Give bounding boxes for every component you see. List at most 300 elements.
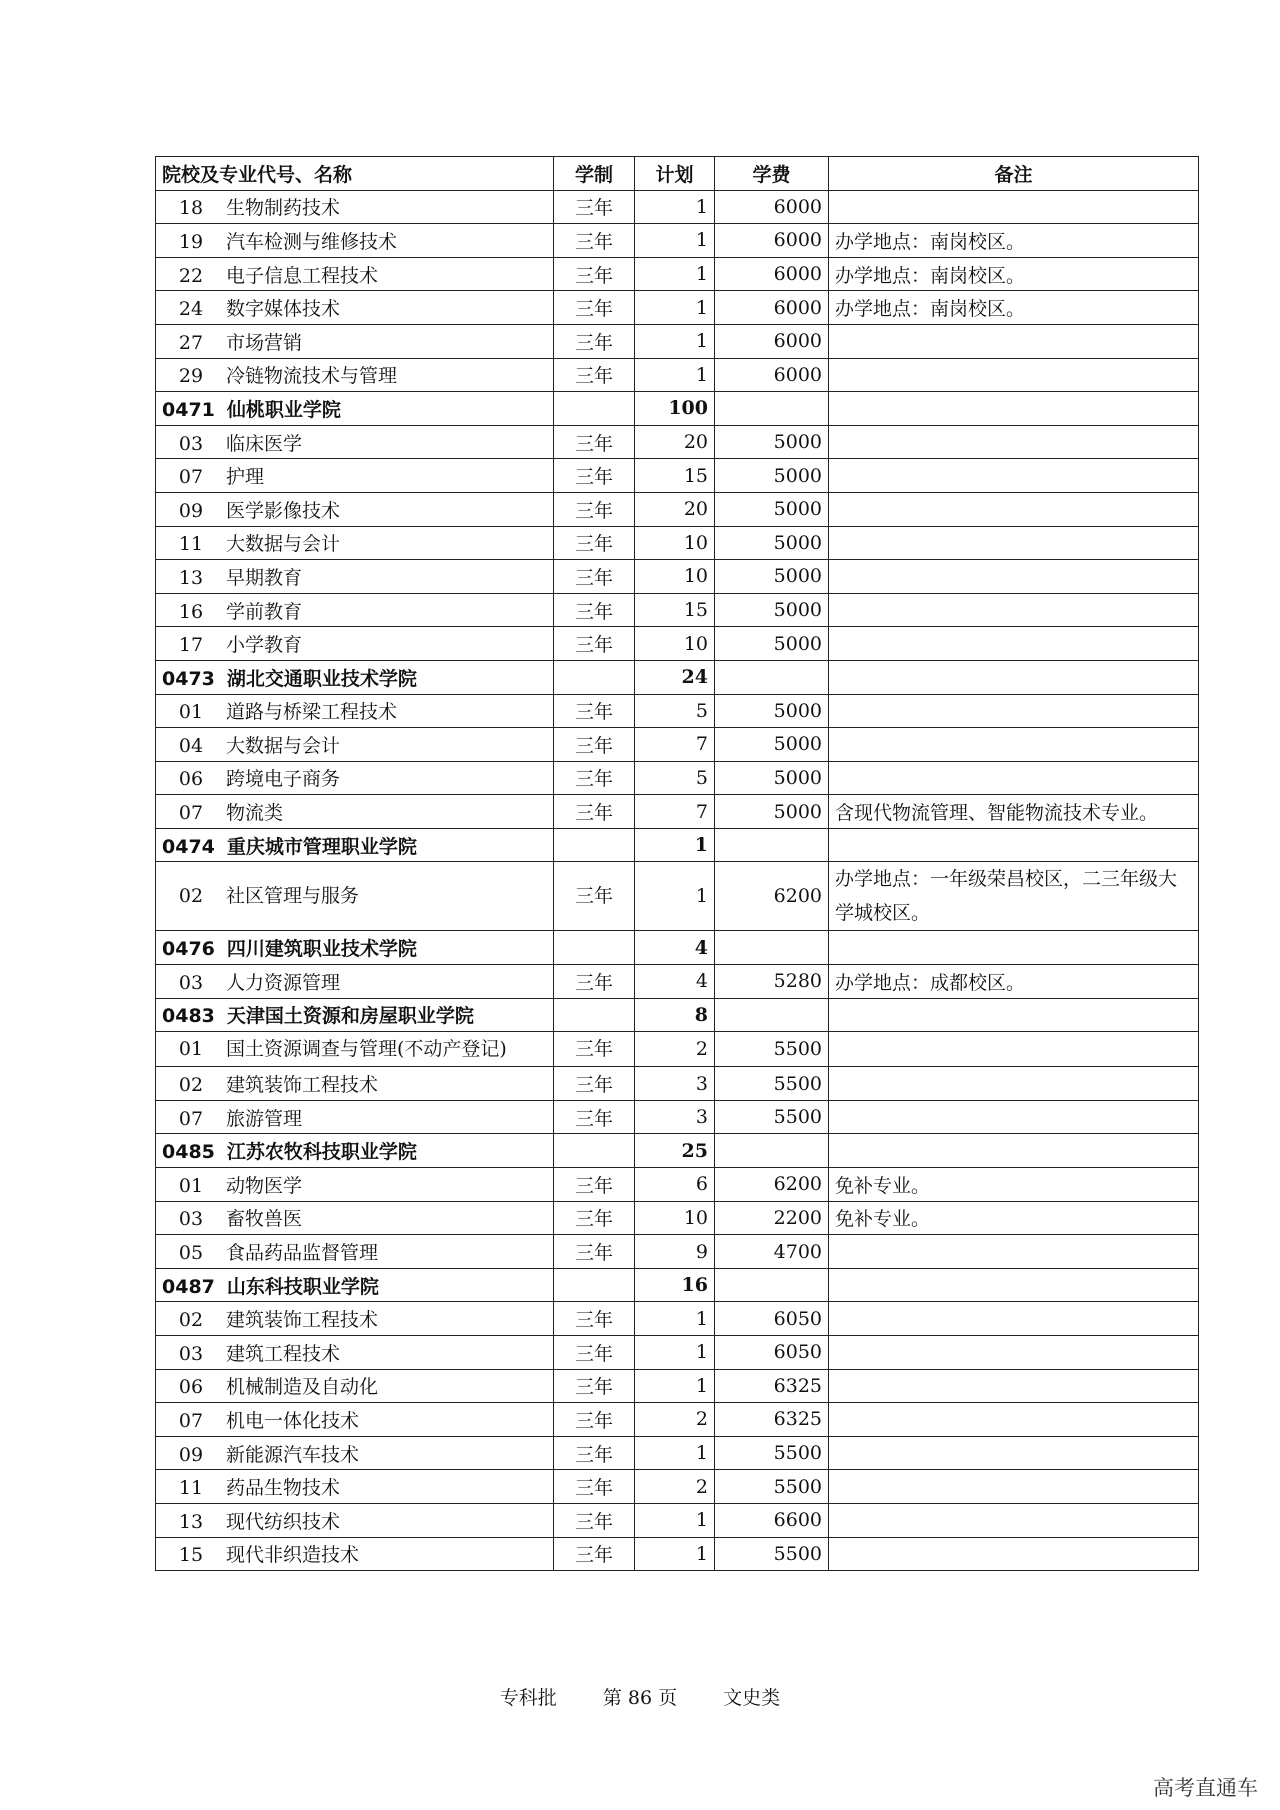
major-row: [156, 358, 1199, 392]
major-row: [156, 291, 1199, 325]
major-row: [156, 1537, 1199, 1571]
major-row: [156, 1503, 1199, 1537]
major-row: [156, 1235, 1199, 1269]
major-code: 24: [178, 298, 204, 321]
cell-name: [156, 1168, 554, 1202]
cell-duration: [554, 998, 635, 1032]
major-code: 03: [178, 1342, 204, 1365]
school-name: 天津国土资源和房屋职业学院: [226, 1005, 474, 1028]
cell-plan: 1: [635, 1436, 715, 1470]
cell-notes: [829, 593, 1199, 627]
page-footer: [0, 1683, 1280, 1710]
major-name: 道路与桥梁工程技术: [226, 701, 398, 724]
major-row: [156, 257, 1199, 291]
school-code: 0485: [162, 1141, 215, 1164]
cell-plan: 1: [635, 291, 715, 325]
major-code: 13: [178, 1510, 204, 1533]
school-row: [156, 660, 1199, 694]
major-code: 07: [178, 1107, 204, 1130]
major-name: 新能源汽车技术: [226, 1443, 360, 1466]
major-name: 旅游管理: [226, 1107, 303, 1130]
major-row: [156, 694, 1199, 728]
cell-plan: 25: [635, 1134, 715, 1168]
cell-notes: 办学地点：南岗校区。: [829, 291, 1199, 325]
cell-name: [156, 1537, 554, 1571]
header-duration: 学制: [554, 157, 635, 191]
cell-fee: 6600: [715, 1503, 829, 1537]
cell-plan: 3: [635, 1067, 715, 1101]
cell-notes: [829, 425, 1199, 459]
school-name: 江苏农牧科技职业学院: [226, 1141, 417, 1164]
cell-fee: 5500: [715, 1067, 829, 1101]
major-name: 物流类: [226, 802, 284, 825]
major-name: 建筑装饰工程技术: [226, 1074, 379, 1097]
cell-name: [156, 627, 554, 661]
major-row: [156, 1336, 1199, 1370]
major-name: 建筑装饰工程技术: [226, 1309, 379, 1332]
cell-fee: 6000: [715, 224, 829, 258]
major-code: 01: [178, 1174, 204, 1197]
major-code: 07: [178, 802, 204, 825]
cell-name: [156, 1369, 554, 1403]
cell-duration: [554, 1134, 635, 1168]
cell-plan: 1: [635, 324, 715, 358]
major-code: 06: [178, 1376, 204, 1399]
cell-plan: 1: [635, 1369, 715, 1403]
cell-plan: 7: [635, 795, 715, 829]
cell-plan: 10: [635, 627, 715, 661]
school-row: [156, 931, 1199, 965]
cell-duration: 三年: [554, 560, 635, 594]
cell-duration: 三年: [554, 761, 635, 795]
school-row: [156, 1268, 1199, 1302]
cell-plan: 10: [635, 560, 715, 594]
major-row: [156, 459, 1199, 493]
major-row: [156, 1369, 1199, 1403]
table-body: [156, 190, 1199, 1571]
major-code: 01: [178, 1038, 204, 1061]
cell-name: [156, 526, 554, 560]
cell-notes: [829, 761, 1199, 795]
major-row: [156, 1302, 1199, 1336]
cell-duration: 三年: [554, 1168, 635, 1202]
cell-name: [156, 795, 554, 829]
school-code: 0471: [162, 398, 215, 421]
header-plan: 计划: [635, 157, 715, 191]
cell-name: [156, 1302, 554, 1336]
cell-name: [156, 224, 554, 258]
cell-duration: 三年: [554, 291, 635, 325]
cell-plan: 100: [635, 392, 715, 426]
cell-duration: 三年: [554, 1235, 635, 1269]
cell-duration: [554, 1268, 635, 1302]
cell-plan: 1: [635, 1503, 715, 1537]
major-row: [156, 1067, 1199, 1101]
cell-plan: 8: [635, 998, 715, 1032]
major-row: [156, 1470, 1199, 1504]
cell-fee: 5000: [715, 593, 829, 627]
school-name: 仙桃职业学院: [226, 398, 341, 421]
cell-fee: 5000: [715, 492, 829, 526]
cell-plan: 24: [635, 660, 715, 694]
cell-fee: 5000: [715, 627, 829, 661]
watermark: 高考直通车: [1153, 1776, 1258, 1800]
cell-name: [156, 1436, 554, 1470]
major-code: 03: [178, 1208, 204, 1231]
major-name: 社区管理与服务: [226, 885, 360, 908]
cell-fee: 5000: [715, 761, 829, 795]
cell-duration: 三年: [554, 1503, 635, 1537]
major-code: 02: [178, 1309, 204, 1332]
major-name: 国土资源调查与管理(不动产登记): [226, 1038, 507, 1061]
cell-duration: [554, 931, 635, 965]
cell-duration: 三年: [554, 1336, 635, 1370]
major-code: 27: [178, 331, 204, 354]
major-name: 生物制药技术: [226, 197, 341, 220]
major-code: 16: [178, 600, 204, 623]
cell-plan: 4: [635, 931, 715, 965]
table-header: [156, 157, 1199, 191]
cell-notes: [829, 1503, 1199, 1537]
cell-duration: 三年: [554, 627, 635, 661]
cell-plan: 2: [635, 1470, 715, 1504]
major-code: 03: [178, 432, 204, 455]
cell-plan: 5: [635, 694, 715, 728]
cell-name: [156, 257, 554, 291]
cell-duration: 三年: [554, 862, 635, 931]
cell-fee: 6000: [715, 324, 829, 358]
cell-notes: [829, 1436, 1199, 1470]
cell-name: [156, 1336, 554, 1370]
school-row: [156, 1134, 1199, 1168]
major-code: 09: [178, 499, 204, 522]
cell-name: [156, 998, 554, 1032]
school-row: [156, 392, 1199, 426]
major-code: 06: [178, 768, 204, 791]
cell-notes: 免补专业。: [829, 1201, 1199, 1235]
cell-notes: [829, 492, 1199, 526]
cell-duration: 三年: [554, 593, 635, 627]
cell-fee: [715, 931, 829, 965]
school-code: 0474: [162, 835, 215, 858]
cell-plan: 20: [635, 492, 715, 526]
cell-duration: 三年: [554, 459, 635, 493]
major-name: 小学教育: [226, 634, 303, 657]
major-name: 人力资源管理: [226, 971, 341, 994]
cell-notes: 办学地点：南岗校区。: [829, 257, 1199, 291]
cell-duration: 三年: [554, 1403, 635, 1437]
major-name: 机电一体化技术: [226, 1409, 360, 1432]
school-code: 0476: [162, 938, 215, 961]
cell-fee: [715, 828, 829, 862]
cell-fee: 2200: [715, 1201, 829, 1235]
school-code: 0483: [162, 1005, 215, 1028]
cell-fee: 6325: [715, 1369, 829, 1403]
major-row: [156, 965, 1199, 999]
cell-notes: [829, 1537, 1199, 1571]
major-code: 18: [178, 197, 204, 220]
major-row: [156, 795, 1199, 829]
major-name: 学前教育: [226, 600, 303, 623]
cell-fee: [715, 392, 829, 426]
cell-duration: [554, 828, 635, 862]
cell-fee: 5000: [715, 459, 829, 493]
cell-plan: 1: [635, 1336, 715, 1370]
cell-fee: 5000: [715, 728, 829, 762]
cell-name: [156, 660, 554, 694]
major-code: 15: [178, 1544, 204, 1567]
major-row: [156, 190, 1199, 224]
major-name: 现代非织造技术: [226, 1544, 360, 1567]
cell-plan: 20: [635, 425, 715, 459]
major-code: 07: [178, 1409, 204, 1432]
major-name: 早期教育: [226, 566, 303, 589]
cell-notes: [829, 1302, 1199, 1336]
cell-name: [156, 694, 554, 728]
major-row: [156, 492, 1199, 526]
cell-notes: [829, 1067, 1199, 1101]
cell-notes: [829, 1032, 1199, 1067]
cell-notes: 办学地点：南岗校区。: [829, 224, 1199, 258]
cell-plan: 9: [635, 1235, 715, 1269]
cell-duration: 三年: [554, 728, 635, 762]
major-name: 食品药品监督管理: [226, 1242, 379, 1265]
major-code: 17: [178, 634, 204, 657]
major-name: 建筑工程技术: [226, 1342, 341, 1365]
major-row: [156, 761, 1199, 795]
footer-category: 文史类: [723, 1687, 781, 1709]
school-code: 0487: [162, 1275, 215, 1298]
cell-notes: [829, 459, 1199, 493]
cell-notes: 免补专业。: [829, 1168, 1199, 1202]
major-code: 09: [178, 1443, 204, 1466]
cell-duration: 三年: [554, 526, 635, 560]
major-code: 29: [178, 365, 204, 388]
major-row: [156, 1403, 1199, 1437]
cell-fee: [715, 1134, 829, 1168]
major-code: 13: [178, 566, 204, 589]
school-code: 0473: [162, 667, 215, 690]
school-name: 重庆城市管理职业学院: [226, 835, 417, 858]
major-name: 护理: [226, 466, 265, 489]
major-name: 临床医学: [226, 432, 303, 455]
major-code: 07: [178, 466, 204, 489]
school-row: [156, 828, 1199, 862]
major-row: [156, 728, 1199, 762]
cell-name: [156, 324, 554, 358]
cell-plan: 1: [635, 257, 715, 291]
cell-fee: [715, 660, 829, 694]
cell-notes: [829, 828, 1199, 862]
major-row: [156, 425, 1199, 459]
cell-notes: [829, 998, 1199, 1032]
cell-fee: 5500: [715, 1537, 829, 1571]
major-row: [156, 324, 1199, 358]
cell-duration: 三年: [554, 1067, 635, 1101]
footer-page-number: 第 86 页: [602, 1687, 678, 1709]
major-code: 19: [178, 230, 204, 253]
cell-plan: 1: [635, 224, 715, 258]
major-code: 05: [178, 1242, 204, 1265]
cell-duration: [554, 392, 635, 426]
cell-name: [156, 728, 554, 762]
cell-notes: [829, 1369, 1199, 1403]
major-code: 02: [178, 1074, 204, 1097]
cell-duration: 三年: [554, 1436, 635, 1470]
cell-fee: 5000: [715, 694, 829, 728]
cell-plan: 1: [635, 862, 715, 931]
cell-notes: [829, 560, 1199, 594]
cell-plan: 10: [635, 526, 715, 560]
cell-notes: [829, 1134, 1199, 1168]
cell-plan: 1: [635, 358, 715, 392]
cell-duration: 三年: [554, 492, 635, 526]
major-name: 市场营销: [226, 331, 303, 354]
cell-name: [156, 593, 554, 627]
major-code: 04: [178, 734, 204, 757]
cell-fee: 5280: [715, 965, 829, 999]
cell-fee: 5000: [715, 560, 829, 594]
cell-notes: [829, 1100, 1199, 1134]
major-name: 动物医学: [226, 1174, 303, 1197]
school-row: [156, 998, 1199, 1032]
major-code: 11: [178, 1477, 204, 1500]
major-code: 02: [178, 885, 204, 908]
cell-plan: 4: [635, 965, 715, 999]
cell-notes: [829, 1235, 1199, 1269]
major-row: [156, 862, 1199, 931]
cell-name: [156, 1067, 554, 1101]
cell-duration: 三年: [554, 1470, 635, 1504]
cell-duration: 三年: [554, 324, 635, 358]
cell-name: [156, 492, 554, 526]
cell-fee: 5000: [715, 425, 829, 459]
major-row: [156, 627, 1199, 661]
cell-duration: 三年: [554, 190, 635, 224]
major-code: 11: [178, 533, 204, 556]
cell-plan: 15: [635, 459, 715, 493]
cell-plan: 10: [635, 1201, 715, 1235]
cell-duration: 三年: [554, 965, 635, 999]
major-row: [156, 526, 1199, 560]
cell-duration: 三年: [554, 694, 635, 728]
cell-duration: 三年: [554, 224, 635, 258]
cell-name: [156, 931, 554, 965]
cell-plan: 3: [635, 1100, 715, 1134]
cell-fee: 6050: [715, 1336, 829, 1370]
cell-fee: 5000: [715, 795, 829, 829]
major-name: 汽车检测与维修技术: [226, 230, 398, 253]
cell-notes: [829, 728, 1199, 762]
major-name: 医学影像技术: [226, 499, 341, 522]
major-row: [156, 1168, 1199, 1202]
cell-plan: 5: [635, 761, 715, 795]
cell-fee: 6000: [715, 190, 829, 224]
major-name: 现代纺织技术: [226, 1510, 341, 1533]
cell-name: [156, 862, 554, 931]
cell-notes: 办学地点：成都校区。: [829, 965, 1199, 999]
cell-name: [156, 1470, 554, 1504]
cell-name: [156, 459, 554, 493]
cell-name: [156, 358, 554, 392]
cell-name: [156, 1134, 554, 1168]
major-code: 01: [178, 701, 204, 724]
cell-duration: 三年: [554, 1201, 635, 1235]
cell-name: [156, 1100, 554, 1134]
major-name: 大数据与会计: [226, 533, 341, 556]
cell-plan: 16: [635, 1268, 715, 1302]
cell-fee: 5500: [715, 1470, 829, 1504]
major-row: [156, 1032, 1199, 1067]
cell-notes: [829, 358, 1199, 392]
cell-notes: 办学地点：一年级荣昌校区，二三年级大学城校区。: [829, 862, 1199, 931]
major-name: 药品生物技术: [226, 1477, 341, 1500]
school-name: 四川建筑职业技术学院: [226, 938, 417, 961]
cell-notes: [829, 1470, 1199, 1504]
cell-duration: 三年: [554, 257, 635, 291]
major-name: 数字媒体技术: [226, 298, 341, 321]
cell-plan: 1: [635, 1537, 715, 1571]
cell-name: [156, 1403, 554, 1437]
cell-notes: [829, 694, 1199, 728]
cell-fee: 6325: [715, 1403, 829, 1437]
cell-name: [156, 190, 554, 224]
cell-name: [156, 761, 554, 795]
cell-plan: 1: [635, 190, 715, 224]
cell-fee: 6000: [715, 291, 829, 325]
major-name: 机械制造及自动化: [226, 1376, 379, 1399]
cell-plan: 1: [635, 1302, 715, 1336]
cell-plan: 15: [635, 593, 715, 627]
cell-name: [156, 1503, 554, 1537]
cell-name: [156, 291, 554, 325]
cell-name: [156, 828, 554, 862]
major-row: [156, 593, 1199, 627]
cell-plan: 6: [635, 1168, 715, 1202]
cell-duration: 三年: [554, 1100, 635, 1134]
cell-name: [156, 425, 554, 459]
cell-notes: [829, 190, 1199, 224]
cell-name: [156, 1268, 554, 1302]
cell-notes: [829, 1336, 1199, 1370]
cell-duration: 三年: [554, 1032, 635, 1067]
cell-notes: [829, 627, 1199, 661]
cell-fee: 6000: [715, 358, 829, 392]
cell-fee: 5500: [715, 1032, 829, 1067]
school-name: 湖北交通职业技术学院: [226, 667, 417, 690]
cell-duration: 三年: [554, 1369, 635, 1403]
cell-name: [156, 1235, 554, 1269]
cell-duration: 三年: [554, 1302, 635, 1336]
major-row: [156, 1436, 1199, 1470]
major-name: 畜牧兽医: [226, 1208, 303, 1231]
major-name: 大数据与会计: [226, 734, 341, 757]
cell-duration: [554, 660, 635, 694]
major-row: [156, 1100, 1199, 1134]
major-name: 电子信息工程技术: [226, 264, 379, 287]
major-row: [156, 1201, 1199, 1235]
enrollment-plan-table: [155, 156, 1199, 1571]
cell-fee: 5500: [715, 1436, 829, 1470]
major-code: 22: [178, 264, 204, 287]
cell-name: [156, 392, 554, 426]
cell-notes: 含现代物流管理、智能物流技术专业。: [829, 795, 1199, 829]
header-fee: 学费: [715, 157, 829, 191]
cell-fee: 6050: [715, 1302, 829, 1336]
cell-notes: [829, 1403, 1199, 1437]
major-row: [156, 224, 1199, 258]
major-name: 跨境电子商务: [226, 768, 341, 791]
